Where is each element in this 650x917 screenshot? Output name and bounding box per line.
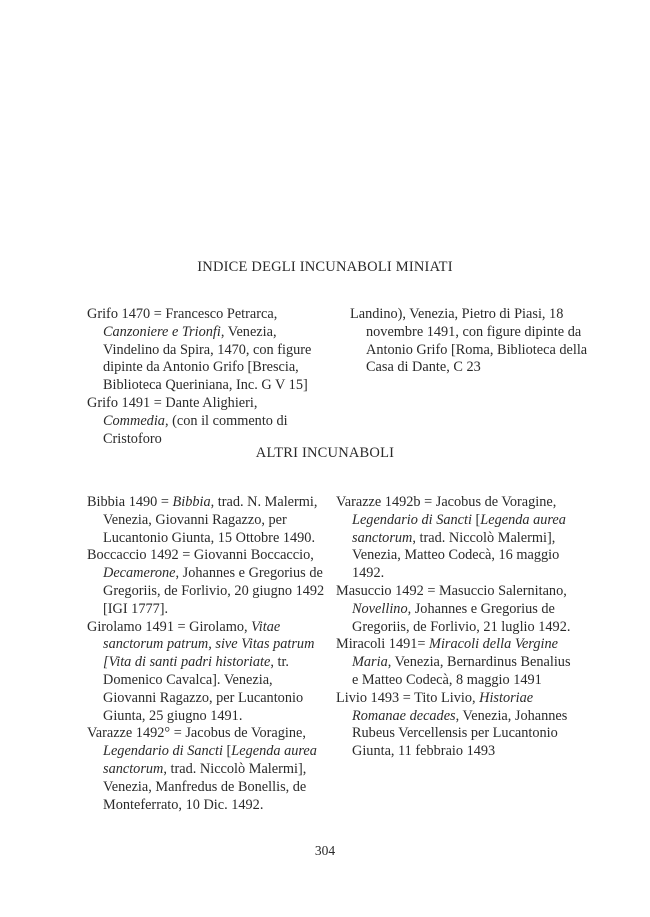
index-entry: Livio 1493 = Tito Livio, Historiae Romanae decades, Venezia, Johannes Rubeus Vercellensis per Lucantonio Giunta, 11 febbraio 1493: [336, 689, 568, 760]
index-column-left: [87, 306, 325, 448]
index-column-right: [350, 306, 588, 377]
index-entry: Miracoli 1491= Miracoli della Vergine Maria, Venezia, Bernardinus Benalius e Matteo Codecà, 8 maggio 1491: [336, 636, 571, 688]
index-entry: Grifo 1470 = Francesco Petrarca, Canzoniere e Trionfi, Venezia, Vindelino da Spira, 1470, con figure dipinte da Antonio Grifo [Brescia, Biblioteca Queriniana, Inc. G V 15]: [87, 306, 312, 394]
page-number: 304: [314, 843, 336, 858]
index-entry-continuation: Landino), Venezia, Pietro di Piasi, 18 novembre 1491, con figure dipinte da Antonio Grifo [Roma, Biblioteca della Casa di Dante, C 23: [350, 306, 588, 376]
section-title-altri: ALTRI INCUNABOLI: [255, 445, 395, 461]
index-entry: Masuccio 1492 = Masuccio Salernitano, Novellino, Johannes e Gregorius de Gregoriis, de Forlivio, 21 luglio 1492.: [336, 582, 571, 635]
index-entry: Varazze 1492b = Jacobus de Voragine, Legendario di Sancti [Legenda aurea sanctorum, trad. Niccolò Malermi], Venezia, Matteo Codecà, 16 maggio 1492.: [336, 494, 566, 582]
index-entry: Boccaccio 1492 = Giovanni Boccaccio, Decamerone, Johannes e Gregorius de Gregoriis, de Forlivio, 20 giugno 1492 [IGI 1777].: [87, 547, 325, 617]
index-entry: Bibbia 1490 = Bibbia, trad. N. Malermi, Venezia, Giovanni Ragazzo, per Lucantonio Giunta, 15 Ottobre 1490.: [87, 494, 318, 546]
section-title-miniati: INDICE DEGLI INCUNABOLI MINIATI: [197, 259, 453, 275]
index-entry: Girolamo 1491 = Girolamo, Vitae sanctorum patrum, sive Vitas patrum [Vita di santi padri historiate, tr. Domenico Cavalca]. Venezia, Giovanni Ragazzo, per Lucantonio Giunta, 25 giugno 1491.: [87, 618, 315, 724]
other-column-right: [336, 494, 574, 761]
other-column-left: [87, 494, 327, 814]
index-entry: Grifo 1491 = Dante Alighieri, Commedia, (con il commento di Cristoforo: [87, 394, 288, 447]
index-entry: Varazze 1492° = Jacobus de Voragine, Legendario di Sancti [Legenda aurea sanctorum, trad. Niccolò Malermi], Venezia, Manfredus de Bonellis, de Monteferrato, 10 Dic. 1492.: [87, 725, 317, 813]
